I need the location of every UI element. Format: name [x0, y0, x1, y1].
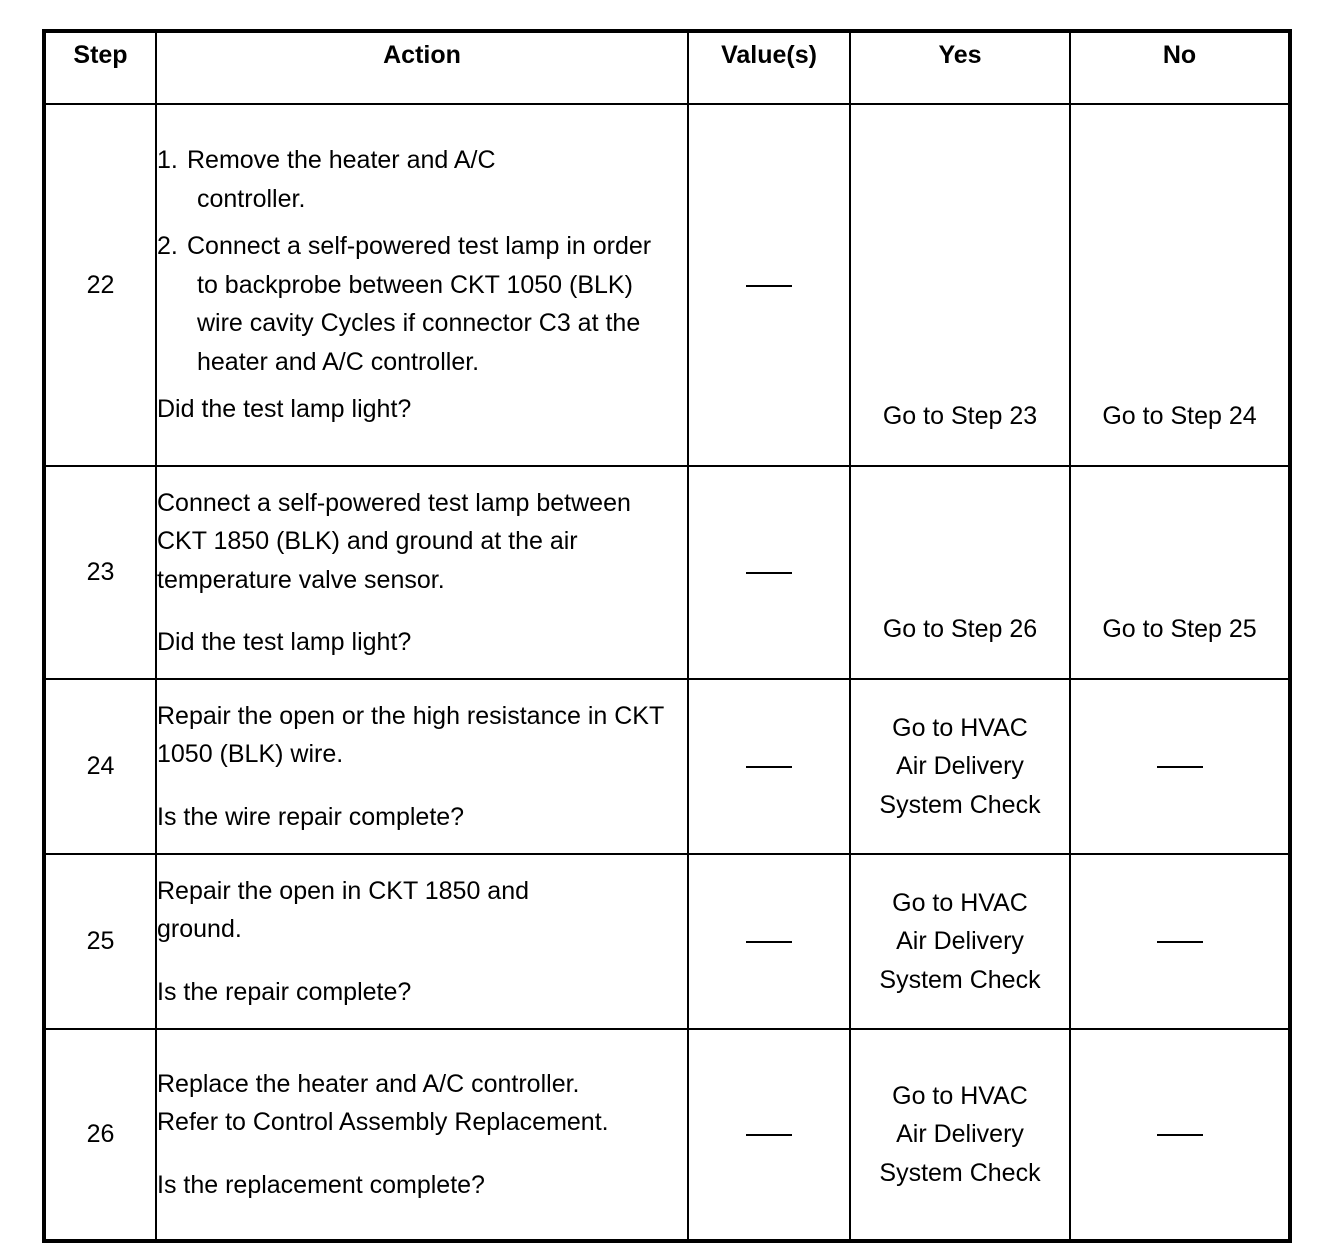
empty-dash	[746, 1134, 792, 1136]
action-text: Replace the heater and A/C controller. Refer to Control Assembly Replacement.	[157, 1069, 609, 1137]
action-question: Did the test lamp light?	[157, 628, 412, 656]
action-question: Did the test lamp light?	[157, 395, 412, 424]
yes-line: System Check	[879, 790, 1041, 819]
yes-line: Air Delivery	[896, 752, 1024, 781]
empty-dash	[1157, 941, 1203, 943]
header-yes: Yes	[850, 31, 1070, 104]
table-row	[44, 1029, 1290, 1241]
diagnostic-table	[42, 29, 1292, 1243]
action-item	[157, 141, 687, 218]
table-row	[44, 854, 1290, 1029]
yes-cell	[850, 1029, 1070, 1241]
yes-cell	[850, 854, 1070, 1029]
empty-dash	[1157, 1134, 1203, 1136]
header-values: Value(s)	[688, 31, 850, 104]
item-text-content: Remove the heater and A/C controller.	[187, 146, 496, 213]
yes-cell	[850, 679, 1070, 854]
empty-dash	[1157, 766, 1203, 768]
yes-line: Air Delivery	[896, 1120, 1024, 1149]
step-number: 22	[44, 104, 156, 466]
table-row	[44, 679, 1290, 854]
empty-dash	[746, 285, 792, 287]
value-cell	[688, 1029, 850, 1241]
yes-cell: Go to Step 26	[850, 466, 1070, 679]
step-number: 26	[44, 1029, 156, 1241]
action-question: Is the repair complete?	[157, 977, 412, 1006]
action-cell	[156, 1029, 688, 1241]
action-cell	[156, 854, 688, 1029]
value-cell	[688, 104, 850, 466]
yes-cell: Go to Step 23	[850, 104, 1070, 466]
yes-line: Go to HVAC	[892, 1081, 1028, 1110]
yes-line: Go to HVAC	[892, 713, 1028, 742]
step-number: 24	[44, 679, 156, 854]
action-text: Repair the open or the high resistance in CKT 1050 (BLK) wire.	[157, 701, 664, 769]
item-text	[187, 141, 687, 218]
yes-line: System Check	[879, 965, 1041, 994]
action-text: Repair the open in CKT 1850 and ground.	[157, 876, 530, 944]
step-number: 25	[44, 854, 156, 1029]
no-cell	[1070, 1029, 1290, 1241]
item-text	[187, 227, 687, 381]
action-text: Connect a self-powered test lamp between CKT 1850 (BLK) and ground at the air temperature valve sensor.	[157, 488, 631, 594]
header-step: Step	[44, 31, 156, 104]
action-question: Is the wire repair complete?	[157, 802, 465, 831]
no-cell: Go to Step 24	[1070, 104, 1290, 466]
value-cell	[688, 466, 850, 679]
step-number: 23	[44, 466, 156, 679]
no-cell	[1070, 854, 1290, 1029]
header-no: No	[1070, 31, 1290, 104]
header-row	[44, 31, 1290, 104]
value-cell	[688, 679, 850, 854]
no-cell	[1070, 679, 1290, 854]
action-cell	[156, 466, 688, 679]
empty-dash	[746, 572, 792, 574]
header-action: Action	[156, 31, 688, 104]
table-row	[44, 104, 1290, 466]
empty-dash	[746, 941, 792, 943]
value-cell	[688, 854, 850, 1029]
action-cell	[156, 679, 688, 854]
yes-line: Go to HVAC	[892, 888, 1028, 917]
empty-dash	[746, 766, 792, 768]
action-item	[157, 227, 687, 381]
table-row	[44, 466, 1290, 679]
yes-line: System Check	[879, 1158, 1041, 1187]
item-number: 2.	[157, 232, 178, 261]
action-cell	[156, 104, 688, 466]
action-question: Is the replacement complete?	[157, 1170, 485, 1199]
item-text-content: Connect a self-powered test lamp in order to backprobe between CKT 1050 (BLK) wire cavity Cycles if connector C3 at the heater and A/C controller.	[187, 232, 652, 376]
yes-line: Air Delivery	[896, 927, 1024, 956]
no-cell: Go to Step 25	[1070, 466, 1290, 679]
item-number: 1.	[157, 146, 178, 175]
